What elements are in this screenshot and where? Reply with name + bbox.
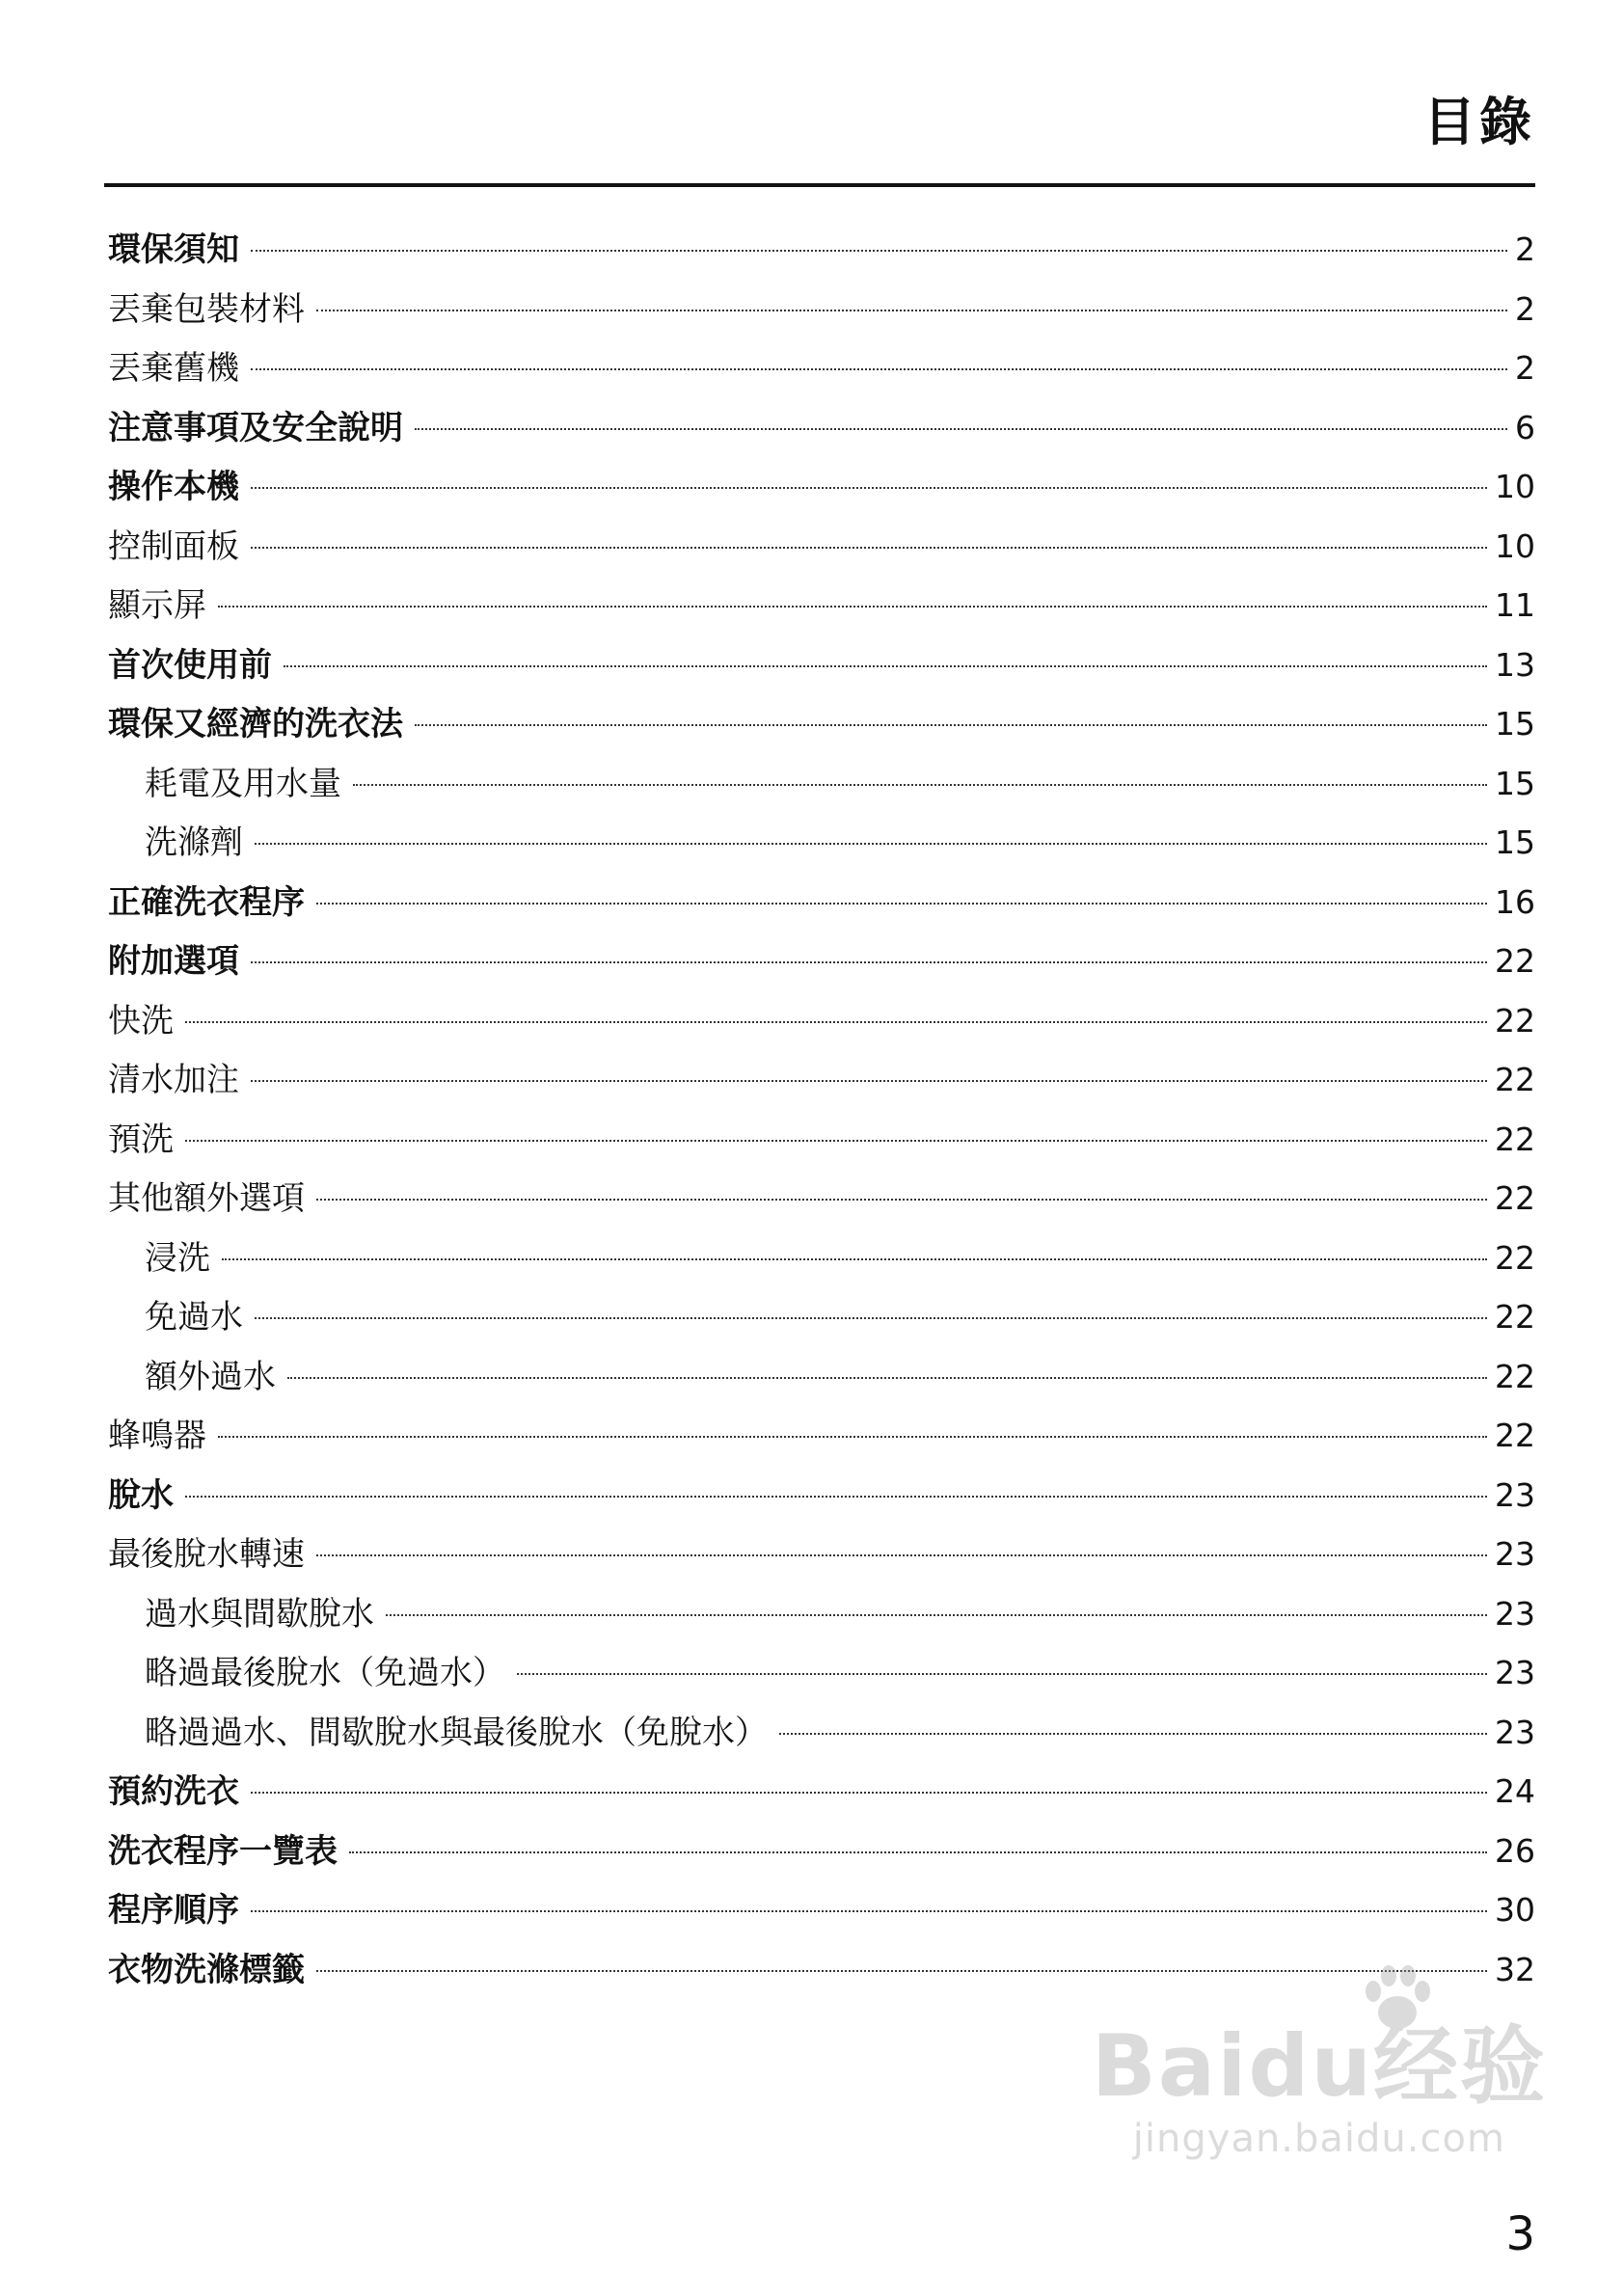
toc-dot-leader (251, 547, 1487, 549)
toc-dot-leader (316, 1970, 1487, 1972)
toc-entry[interactable] (108, 1525, 1535, 1584)
toc-entry-page: 22 (1495, 1061, 1535, 1098)
toc-dot-leader (255, 1317, 1487, 1319)
toc-entry[interactable] (108, 517, 1535, 577)
toc-entry-label: 預約洗衣 (108, 1772, 239, 1811)
toc-dot-leader (316, 903, 1487, 905)
toc-entry-label: 正確洗衣程序 (108, 882, 305, 922)
toc-entry-label: 免過水 (145, 1298, 243, 1337)
toc-entry-label: 衣物洗滌標籤 (108, 1950, 305, 1989)
toc-entry-page: 10 (1495, 527, 1535, 565)
table-of-contents (108, 220, 1535, 1999)
toc-dot-leader (779, 1733, 1487, 1735)
toc-entry[interactable] (108, 1110, 1535, 1170)
toc-entry-page: 23 (1495, 1713, 1535, 1751)
toc-entry-label: 環保須知 (108, 230, 239, 269)
toc-dot-leader (251, 1792, 1487, 1794)
toc-entry-page: 24 (1495, 1772, 1535, 1810)
toc-dot-leader (251, 250, 1507, 252)
toc-entry[interactable] (108, 1643, 1535, 1703)
toc-entry[interactable] (108, 220, 1535, 280)
page-title: 目錄 (1423, 92, 1535, 152)
toc-entry-label: 快洗 (108, 1001, 174, 1040)
toc-entry-label: 洗滌劑 (145, 824, 243, 862)
toc-entry[interactable] (108, 694, 1535, 754)
toc-entry[interactable] (108, 1940, 1535, 2000)
toc-entry[interactable] (108, 635, 1535, 695)
toc-entry-page: 15 (1495, 764, 1535, 802)
toc-entry[interactable] (108, 1050, 1535, 1110)
toc-entry[interactable] (108, 280, 1535, 339)
toc-entry-page: 13 (1495, 645, 1535, 684)
toc-entry[interactable] (108, 1880, 1535, 1940)
toc-entry-label: 控制面板 (108, 527, 239, 566)
toc-entry-label: 程序順序 (108, 1891, 239, 1930)
toc-entry-label: 其他額外選項 (108, 1179, 305, 1218)
toc-entry-label: 浸洗 (145, 1238, 210, 1278)
title-divider (104, 183, 1535, 187)
toc-entry-page: 2 (1515, 230, 1535, 268)
toc-dot-leader (185, 1140, 1487, 1142)
toc-dot-leader (222, 1258, 1487, 1260)
toc-entry-page: 10 (1495, 468, 1535, 505)
toc-entry-page: 2 (1515, 349, 1535, 387)
toc-entry[interactable] (108, 932, 1535, 991)
toc-entry-page: 22 (1495, 1120, 1535, 1158)
paw-icon (1354, 1957, 1441, 2043)
toc-entry[interactable] (108, 1229, 1535, 1288)
toc-entry-page: 30 (1495, 1891, 1535, 1929)
toc-dot-leader (415, 428, 1507, 430)
toc-entry-label: 清水加注 (108, 1061, 239, 1099)
toc-entry-label: 額外過水 (145, 1357, 276, 1396)
toc-entry[interactable] (108, 398, 1535, 458)
toc-entry-label: 略過過水、間歇脫水與最後脫水（免脫水） (145, 1713, 768, 1752)
toc-entry-label: 顯示屏 (108, 586, 206, 625)
toc-entry-label: 耗電及用水量 (145, 764, 341, 803)
toc-entry-page: 22 (1495, 1238, 1535, 1277)
toc-dot-leader (255, 843, 1487, 845)
toc-entry-page: 2 (1515, 289, 1535, 328)
toc-entry-label: 脫水 (108, 1475, 174, 1515)
toc-entry[interactable] (108, 1762, 1535, 1822)
toc-entry-label: 首次使用前 (108, 645, 272, 685)
toc-entry[interactable] (108, 1703, 1535, 1763)
toc-dot-leader (517, 1673, 1487, 1675)
toc-dot-leader (251, 368, 1507, 370)
watermark-brand: Baidu经验 (1091, 2016, 1547, 2116)
toc-entry-label: 略過最後脫水（免過水） (145, 1654, 505, 1692)
toc-entry[interactable] (108, 576, 1535, 635)
toc-dot-leader (349, 1851, 1487, 1853)
toc-entry-label: 最後脫水轉速 (108, 1535, 305, 1574)
toc-entry-page: 16 (1495, 882, 1535, 921)
toc-entry-label: 注意事項及安全說明 (108, 408, 403, 447)
toc-entry-page: 26 (1495, 1831, 1535, 1870)
toc-entry[interactable] (108, 873, 1535, 932)
baidu-watermark (1091, 2016, 1547, 2161)
toc-entry-page: 22 (1495, 942, 1535, 980)
toc-entry-label: 附加選項 (108, 942, 239, 981)
toc-entry-label: 丟棄舊機 (108, 349, 239, 388)
toc-entry[interactable] (108, 1822, 1535, 1881)
toc-entry-label: 過水與間歇脫水 (145, 1594, 374, 1634)
toc-dot-leader (251, 961, 1487, 963)
toc-dot-leader (251, 487, 1487, 489)
toc-entry-page: 22 (1495, 1001, 1535, 1040)
toc-dot-leader (353, 784, 1487, 786)
toc-dot-leader (218, 1436, 1487, 1438)
toc-dot-leader (218, 606, 1487, 608)
toc-entry[interactable] (108, 991, 1535, 1051)
toc-entry-page: 6 (1515, 408, 1535, 446)
toc-entry[interactable] (108, 338, 1535, 398)
toc-entry-page: 23 (1495, 1475, 1535, 1514)
toc-entry-page: 22 (1495, 1357, 1535, 1395)
toc-entry[interactable] (108, 1584, 1535, 1644)
toc-entry-label: 預洗 (108, 1120, 174, 1159)
toc-entry-page: 23 (1495, 1654, 1535, 1691)
toc-entry-page: 22 (1495, 1179, 1535, 1217)
toc-entry[interactable] (108, 1287, 1535, 1347)
toc-dot-leader (185, 1021, 1487, 1023)
toc-entry[interactable] (108, 457, 1535, 517)
toc-entry-page: 22 (1495, 1298, 1535, 1336)
toc-entry-label: 洗衣程序一覽表 (108, 1831, 338, 1871)
toc-entry-page: 23 (1495, 1594, 1535, 1633)
toc-entry[interactable] (108, 1347, 1535, 1407)
toc-entry[interactable] (108, 1466, 1535, 1526)
toc-entry[interactable] (108, 813, 1535, 873)
toc-entry-page: 15 (1495, 824, 1535, 861)
toc-dot-leader (251, 1080, 1487, 1082)
toc-entry-label: 操作本機 (108, 468, 239, 506)
toc-dot-leader (287, 1377, 1487, 1379)
toc-entry-page: 11 (1495, 586, 1535, 624)
page-number: 3 (1505, 2207, 1535, 2261)
toc-dot-leader (284, 665, 1487, 667)
toc-entry-page: 23 (1495, 1535, 1535, 1573)
watermark-url: jingyan.baidu.com (1132, 2117, 1505, 2161)
toc-dot-leader (316, 1199, 1487, 1201)
toc-dot-leader (316, 1554, 1487, 1556)
toc-dot-leader (185, 1496, 1487, 1498)
toc-entry-label: 丟棄包裝材料 (108, 289, 305, 329)
toc-dot-leader (251, 1910, 1487, 1912)
toc-entry[interactable] (108, 1406, 1535, 1466)
toc-entry-page: 32 (1495, 1950, 1535, 1988)
toc-entry-page: 22 (1495, 1417, 1535, 1454)
toc-dot-leader (316, 310, 1507, 311)
toc-entry[interactable] (108, 1169, 1535, 1229)
toc-entry-label: 蜂鳴器 (108, 1417, 206, 1455)
toc-entry[interactable] (108, 754, 1535, 814)
toc-dot-leader (386, 1614, 1487, 1616)
toc-dot-leader (415, 724, 1487, 726)
toc-entry-label: 環保又經濟的洗衣法 (108, 705, 403, 743)
toc-entry-page: 15 (1495, 705, 1535, 743)
